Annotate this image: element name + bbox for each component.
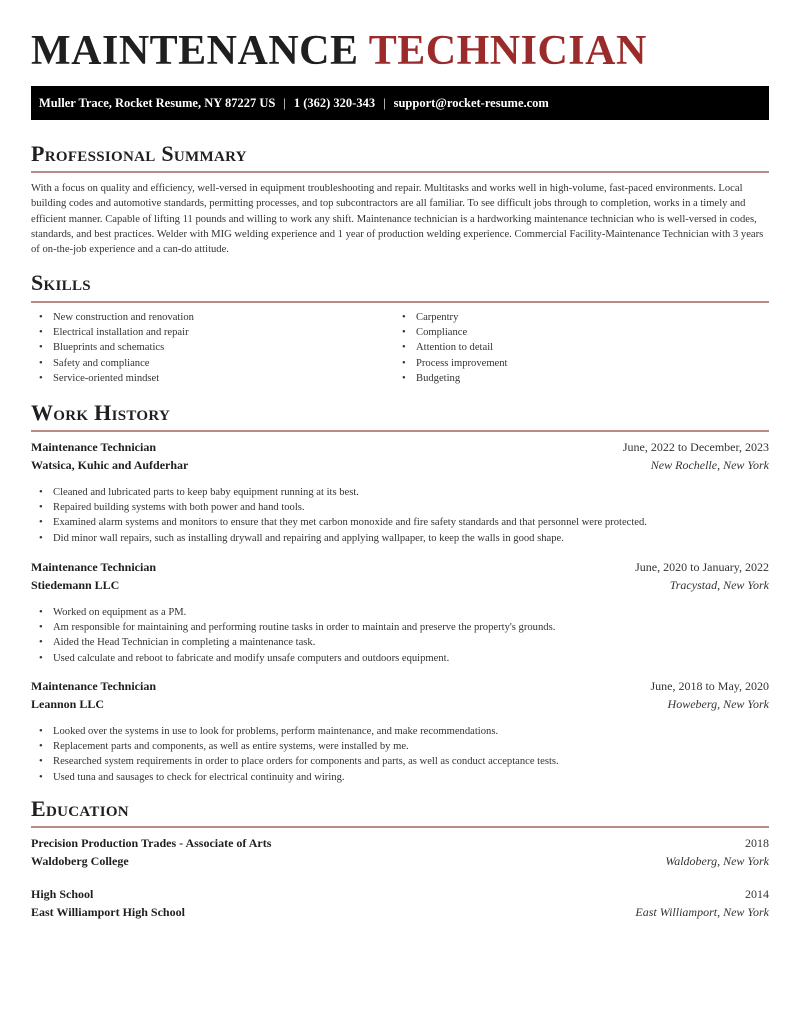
skill-item: • Carpentry [394,310,508,325]
job-dates: June, 2018 to May, 2020 [650,679,769,693]
job-bullets [31,485,769,546]
contact-email[interactable]: support@rocket-resume.com [393,95,549,110]
education-year: 2014 [745,887,769,901]
job-location: Howeberg, New York [667,697,769,711]
job-bullets [31,605,769,666]
job-company: Watsica, Kuhic and Aufderhar [31,458,189,472]
job-bullet: • Aided the Head Technician in completing a maintenance task. [31,635,769,650]
skill-item: • Electrical installation and repair [31,325,194,340]
education-entry [31,836,769,872]
skill-item: • Safety and compliance [31,356,194,371]
title-accent: TECHNICIAN [368,28,647,74]
job-title: Maintenance Technician [31,679,157,693]
education-degree: Precision Production Trades - Associate of Arts [31,836,272,850]
job-bullet: • Replacement parts and components, as well as entire systems, were installed by me. [31,739,769,754]
education-school: Waldoberg College [31,854,129,868]
title-primary: MAINTENANCE [31,28,359,74]
job-bullet: • Cleaned and lubricated parts to keep baby equipment running at its best. [31,485,769,500]
section-divider [31,301,769,303]
job-location: Tracystad, New York [669,578,769,592]
summary-heading: Professional Summary [31,141,247,166]
skill-item: • Attention to detail [394,340,508,355]
job-bullet: • Repaired building systems with both power and hand tools. [31,500,769,515]
contact-address: Muller Trace, Rocket Resume, NY 87227 US [39,95,276,110]
contact-separator: | [383,95,386,110]
job-dates: June, 2022 to December, 2023 [622,440,769,454]
job-dates: June, 2020 to January, 2022 [635,560,769,574]
education-entry [31,887,769,923]
job-bullet: • Used tuna and sausages to check for electrical continuity and wiring. [31,770,769,785]
job-bullets [31,724,769,785]
job-bullet: • Worked on equipment as a PM. [31,605,769,620]
job-bullet: • Am responsible for maintaining and performing routine tasks in order to maintain and preserve the property's grounds. [31,620,769,635]
job-bullet: • Researched system requirements in order to place orders for components and parts, as well as conduct acceptance tests. [31,754,769,769]
contact-separator: | [283,95,286,110]
job-bullet: • Looked over the systems in use to look for problems, perform maintenance, and make recommendations. [31,724,769,739]
section-divider [31,826,769,828]
skill-item: • New construction and renovation [31,310,194,325]
skills-list-right [394,310,508,386]
section-divider [31,430,769,432]
skill-item: • Compliance [394,325,508,340]
job-entry [31,560,769,666]
contact-phone[interactable]: 1 (362) 320-343 [293,95,376,110]
skill-item: • Process improvement [394,356,508,371]
job-location: New Rochelle, New York [650,458,769,472]
skill-item: • Blueprints and schematics [31,340,194,355]
skill-item: • Budgeting [394,371,508,386]
job-title: Maintenance Technician [31,440,157,454]
education-location: Waldoberg, New York [665,854,769,868]
summary-text: With a focus on quality and efficiency, well-versed in equipment troubleshooting and repair. Multitasks and works well in high-volume, fast-paced environments. Local building codes and automotive standards, permitting processes, and top subcontractors are all familiar. To see difficult jobs through to completion, works in a timely and efficient manner. Capable of lifting 11 pounds and willing to work any shift. Maintenance technician is a hardworking maintenance technician who is well-versed in codes, standards, and best practices. Welder with MIG welding experience and 1 year of production welding experience. Commercial Facility-Maintenance Technician with 3 years of on-the-job experience and a can-do attitude. [31,183,764,256]
skills-list-left [31,310,194,386]
education-heading: Education [31,796,129,821]
job-company: Stiedemann LLC [31,578,120,592]
job-entry [31,440,769,546]
section-divider [31,171,769,173]
skill-item: • Service-oriented mindset [31,371,194,386]
contact-bar [31,86,769,120]
job-bullet: • Did minor wall repairs, such as installing drywall and repairing and applying wallpaper, to keep the walls in good shape. [31,531,769,546]
job-bullet: • Examined alarm systems and monitors to ensure that they met carbon monoxide and fire safety standards and that personnel were protected. [31,515,769,530]
job-bullet: • Used calculate and reboot to fabricate and modify unsafe computers and outdoors equipment. [31,651,769,666]
work-history-heading: Work History [31,400,171,425]
job-company: Leannon LLC [31,697,105,711]
education-location: East Williamport, New York [635,905,769,919]
education-year: 2018 [745,836,769,850]
job-entry [31,679,769,785]
skills-heading: Skills [31,270,91,295]
resume-title [31,27,647,75]
job-title: Maintenance Technician [31,560,157,574]
education-degree: High School [31,887,94,901]
education-school: East Williamport High School [31,905,185,919]
